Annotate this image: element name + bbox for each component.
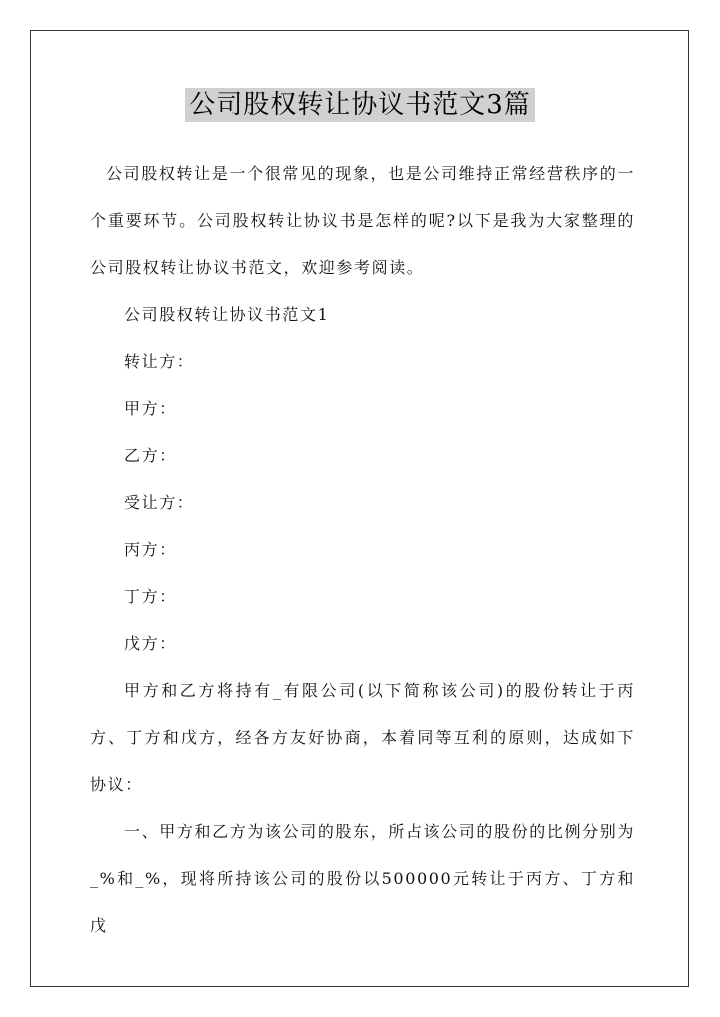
party-label-transferee: 受让方： <box>124 493 195 512</box>
document-body <box>90 150 635 949</box>
agreement-preamble: 甲方和乙方将持有_有限公司(以下简称该公司)的股份转让于丙方、丁方和戊方，经各方友好协商，本着同等互利的原则，达成如下协议： <box>90 681 635 794</box>
party-label-b: 乙方： <box>124 446 177 465</box>
section-heading: 公司股权转让协议书范文1 <box>124 305 330 324</box>
intro-paragraph: 公司股权转让是一个很常见的现象，也是公司维持正常经营秩序的一个重要环节。公司股权转让协议书是怎样的呢?以下是我为大家整理的公司股权转让协议书范文，欢迎参考阅读。 <box>90 164 635 277</box>
document-title: 公司股权转让协议书范文3篇 <box>185 88 535 122</box>
party-label-d: 丁方： <box>124 587 177 606</box>
party-label-c: 丙方： <box>124 540 177 559</box>
title-container <box>0 88 720 122</box>
party-label-e: 戊方： <box>124 634 177 653</box>
clause-one: 一、甲方和乙方为该公司的股东，所占该公司的股份的比例分别为_%和_%，现将所持该公司的股份以500000元转让于丙方、丁方和戊 <box>90 822 635 935</box>
party-label-transferor: 转让方： <box>124 352 195 371</box>
party-label-a: 甲方： <box>124 399 177 418</box>
